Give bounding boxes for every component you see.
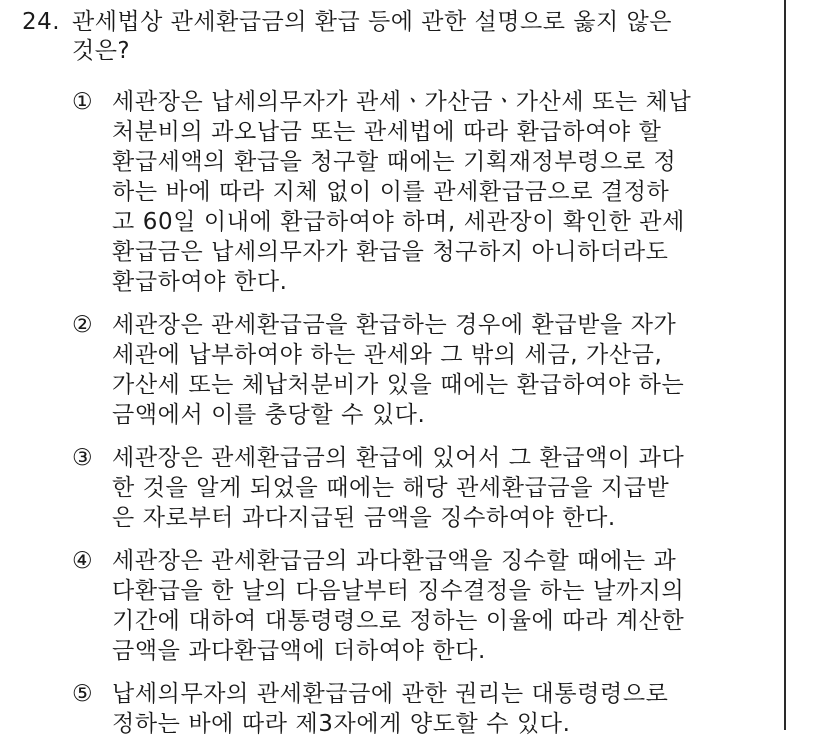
option-marker: ③: [72, 445, 93, 471]
option-text-line: 환급세액의 환급을 청구할 때에는 기획재정부령으로 정: [112, 149, 677, 175]
option-text-line: 정하는 바에 따라 제3자에게 양도할 수 있다.: [112, 711, 571, 737]
option-text-line: 고 60일 이내에 환급하여야 하며, 세관장이 확인한 관세: [112, 209, 685, 235]
answer-options: [72, 87, 762, 739]
answer-option-3[interactable]: [72, 443, 762, 533]
answer-option-1[interactable]: [72, 87, 762, 297]
option-text-line: 세관장은 관세환급금의 과다환급액을 징수할 때에는 과: [112, 548, 677, 574]
option-text-line: 한 것을 알게 되었을 때에는 해당 관세환급금을 지급받: [112, 475, 670, 501]
option-marker: ②: [72, 312, 93, 338]
option-text-line: 세관장은 관세환급금을 환급하는 경우에 환급받을 자가: [112, 312, 677, 338]
option-marker: ①: [72, 89, 93, 115]
option-text-line: 세관에 납부하여야 하는 관세와 그 밖의 세금, 가산금,: [112, 342, 663, 368]
answer-option-2[interactable]: [72, 310, 762, 430]
option-text-line: 다환급을 한 날의 다음날부터 징수결정을 하는 날까지의: [112, 578, 685, 604]
option-text-line: 금액에서 이를 충당할 수 있다.: [112, 402, 426, 428]
answer-option-4[interactable]: [72, 546, 762, 666]
option-text-line: 처분비의 과오납금 또는 관세법에 따라 환급하여야 할: [112, 119, 662, 145]
option-text-line: 기간에 대하여 대통령령으로 정하는 이율에 따라 계산한: [112, 608, 685, 634]
option-text-line: 하는 바에 따라 지체 없이 이를 관세환급금으로 결정하: [112, 179, 670, 205]
option-text-line: 은 자로부터 과다지급된 금액을 징수하여야 한다.: [112, 505, 616, 531]
option-marker: ⑤: [72, 681, 93, 707]
option-text-line: 세관장은 납세의무자가 관세ㆍ가산금ㆍ가산세 또는 체납: [112, 89, 692, 115]
question-text-line: 것은?: [72, 38, 131, 64]
option-text-line: 가산세 또는 체납처분비가 있을 때에는 환급하여야 하는: [112, 372, 685, 398]
column-divider: [784, 0, 786, 730]
question-number: 24.: [22, 9, 61, 35]
option-text-line: 납세의무자의 관세환급금에 관한 권리는 대통령령으로: [112, 681, 669, 707]
option-text-line: 세관장은 관세환급금의 환급에 있어서 그 환급액이 과다: [112, 445, 685, 471]
option-marker: ④: [72, 548, 93, 574]
question-stem: [22, 8, 762, 66]
option-text-line: 환급하여야 한다.: [112, 269, 288, 295]
option-text-line: 금액을 과다환급액에 더하여야 한다.: [112, 638, 486, 664]
answer-option-5[interactable]: [72, 679, 762, 739]
option-text-line: 환급금은 납세의무자가 환급을 청구하지 아니하더라도: [112, 239, 669, 265]
question-text-line: 관세법상 관세환급금의 환급 등에 관한 설명으로 옳지 않은: [72, 9, 672, 35]
